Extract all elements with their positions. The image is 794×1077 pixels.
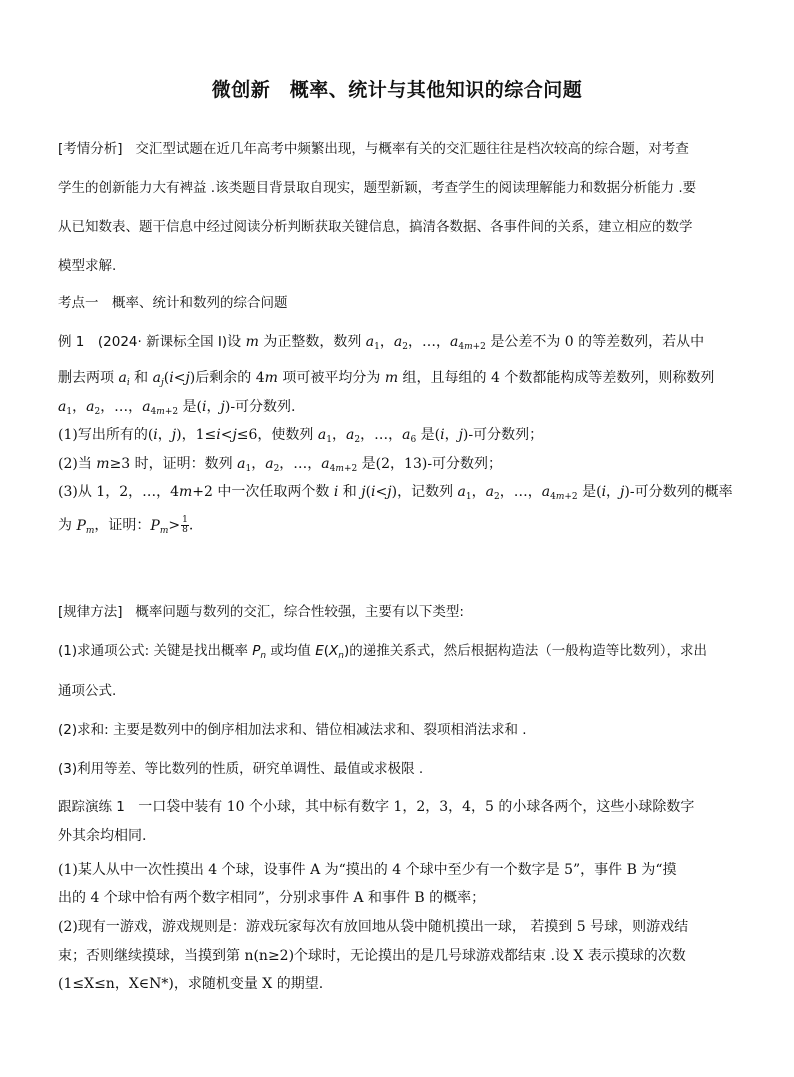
method-text-1: 概率问题与数列的交汇，综合性较强，主要有以下类型: bbox=[135, 604, 464, 620]
example-line-3: $a_1$，$a_2$，…，$a_{4m+2}$ 是(i，j)-可分数列. bbox=[58, 399, 296, 417]
example-question-3: (3)从 1，2，…，4m+2 中一次任取两个数 i 和 j(i<j)，记数列 $a_1$，$a_2$，…，$a_{4m+2}$ 是(i，j)-可分数列的概率 bbox=[58, 484, 733, 502]
practice-text-1: 一口袋中装有 10 个小球，其中标有数字 1，2，3，4，5 的小球各两个，这些小球除数字 bbox=[138, 799, 695, 815]
example-question-3-cont: 为 $P_m$，证明：$P_m>$ $\frac{1}{8}$ . bbox=[58, 515, 194, 536]
method-line-1 bbox=[58, 603, 464, 621]
fraction-denominator: 8 bbox=[182, 525, 188, 535]
analysis-line-3: 从已知数表、题干信息中经过阅读分析判断获取关键信息，搞清各数据、各事件间的关系，建立相应的数学 bbox=[58, 219, 693, 235]
fraction-one-eighth bbox=[181, 516, 189, 535]
practice-question-2-cont: 束；否则继续摸球，当摸到第 n(n≥2)个球时，无论摸出的是几号球游戏都结束 .设 X 表示摸球的次数 bbox=[58, 948, 686, 964]
method-line-3: 通项公式. bbox=[58, 683, 117, 699]
method-line-4: (2)求和: 主要是数列中的倒序相加法求和、错位相减法求和、裂项相消法求和 . bbox=[58, 722, 527, 738]
analysis-text-1: 交汇型试题在近几年高考中频繁出现，与概率有关的交汇题往往是档次较高的综合题，对考查 bbox=[135, 141, 689, 157]
fraction-numerator: 1 bbox=[182, 515, 188, 525]
example-line-1: 例 1 (2024· 新课标全国 Ⅰ)设 m 为正整数，数列 $a_1$，$a_2$，…，$a_{4m+2}$ 是公差不为 0 的等差数列，若从中 bbox=[58, 334, 705, 352]
section-heading: 考点一 概率、统计和数列的综合问题 bbox=[58, 295, 288, 311]
analysis-line-2: 学生的创新能力大有裨益 .该类题目背景取自现实，题型新颖，考查学生的阅读理解能力和数据分析能力 .要 bbox=[58, 180, 697, 196]
page-title: 微创新 概率、统计与其他知识的综合问题 bbox=[211, 79, 583, 101]
method-tag: [规律方法] bbox=[58, 604, 123, 620]
practice-label: 跟踪演练 1 bbox=[58, 799, 125, 815]
practice-line-2: 外其余均相同. bbox=[58, 828, 147, 844]
practice-line-1 bbox=[58, 798, 694, 816]
analysis-line-4: 模型求解. bbox=[58, 258, 117, 274]
example-label: 例 1 (2024· 新课标全国 Ⅰ) bbox=[58, 334, 228, 350]
practice-question-1-cont: 出的 4 个球中恰有两个数字相同”，分别求事件 A 和事件 B 的概率； bbox=[58, 890, 486, 906]
method-line-2: (1)求通项公式: 关键是找出概率 $P_n$ 或均值 $E(X_n)$的递推关系式，然后根据构造法（一般构造等比数列），求出 bbox=[58, 643, 708, 661]
example-line-2: 删去两项 $a_i$ 和 $a_j(i<j)$后剩余的 4m 项可被平均分为 m 组，且每组的 4 个数都能构成等差数列，则称数列 bbox=[58, 370, 715, 388]
practice-question-2-end: (1≤X≤n，X∈N*)，求随机变量 X 的期望. bbox=[58, 976, 324, 992]
example-question-1: (1)写出所有的(i，j)，1≤i<j≤6，使数列 $a_1$，$a_2$，…，$a_6$ 是(i，j)-可分数列； bbox=[58, 427, 544, 445]
method-line-5: (3)利用等差、等比数列的性质，研究单调性、最值或求极限 . bbox=[58, 761, 424, 777]
example-question-2: (2)当 m≥3 时，证明：数列 $a_1$，$a_2$，…，$a_{4m+2}$ 是(2，13)-可分数列； bbox=[58, 456, 503, 474]
analysis-line-1 bbox=[58, 140, 689, 158]
analysis-tag: [考情分析] bbox=[58, 141, 123, 157]
practice-question-1: (1)某人从中一次性摸出 4 个球，设事件 A 为“摸出的 4 个球中至少有一个数字是 5”，事件 B 为“摸 bbox=[58, 862, 677, 878]
practice-question-2: (2)现有一游戏，游戏规则是：游戏玩家每次有放回地从袋中随机摸出一球， 若摸到 5 号球，则游戏结 bbox=[58, 919, 689, 935]
